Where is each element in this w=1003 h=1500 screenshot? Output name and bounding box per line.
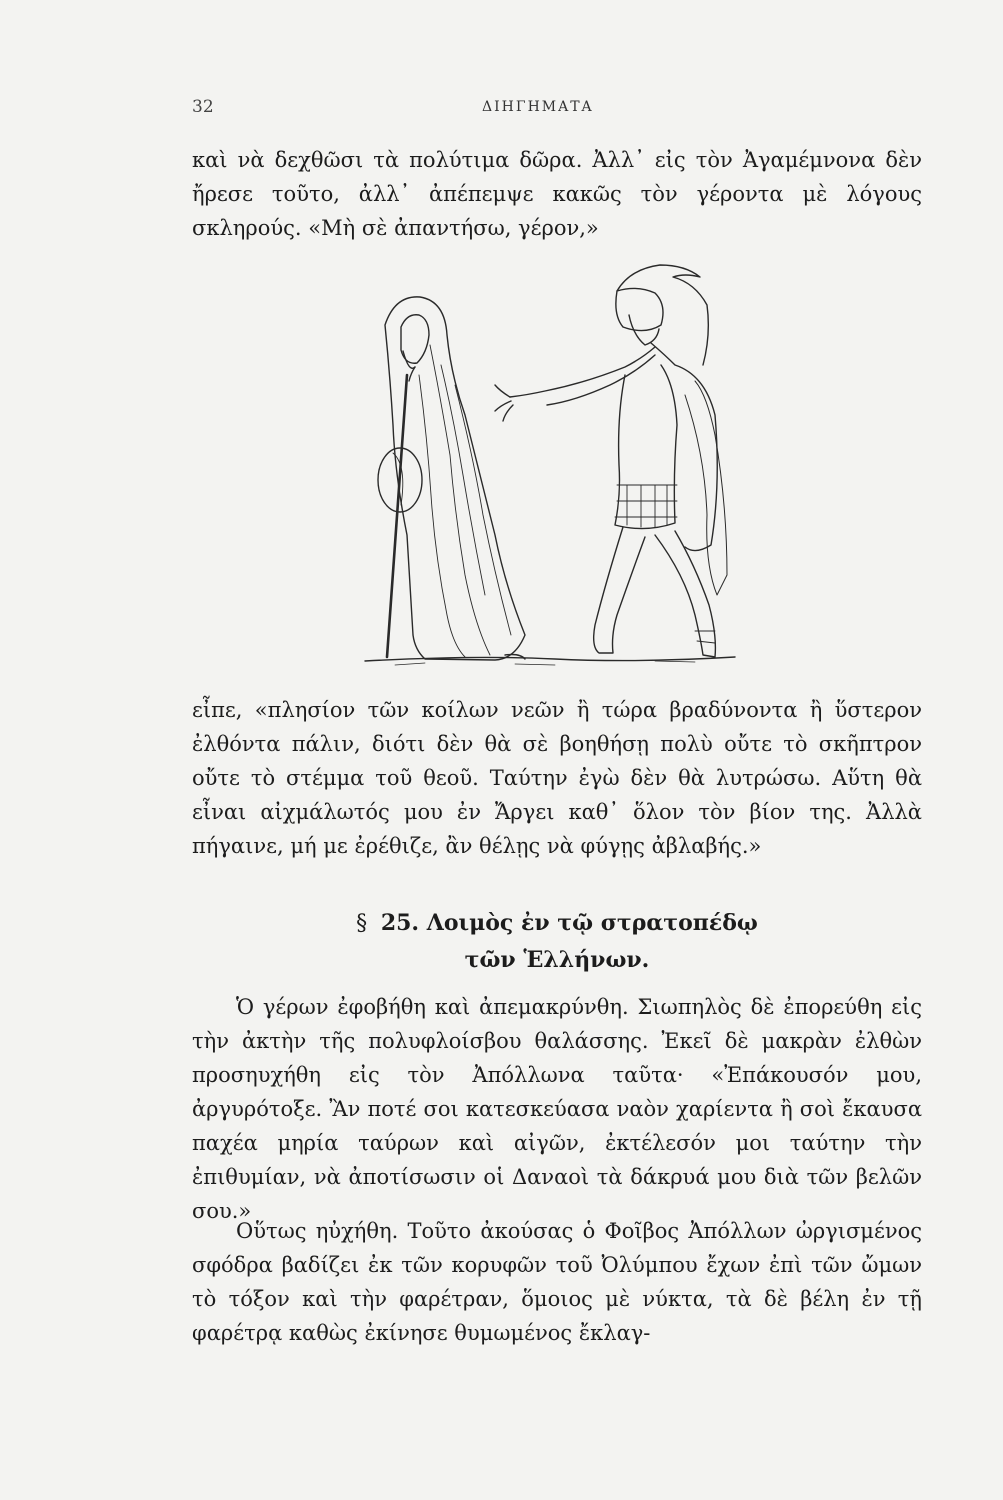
paragraph-1-text: καὶ νὰ δεχθῶσι τὰ πολύτιμα δῶρα. Ἀλλ᾽ εἰς τὸν Ἀγαμέμνονα δὲν ἤρεσε τοῦτο, ἀλλ᾽ ἀπέπεμψε κακῶς τὸν γέροντα μὲ λόγους σκληρούς. «Μὴ σὲ ἀπαντήσω, γέρον,» <box>192 148 922 240</box>
section-title-line-2: τῶν Ἑλλήνων. <box>464 947 650 973</box>
old-priest-figure <box>378 297 525 660</box>
section-title-line-1: Λοιμὸς ἐν τῷ στρατοπέδῳ <box>426 910 758 936</box>
paragraph-2-text: εἶπε, «πλησίον τῶν κοίλων νεῶν ἢ τώρα βραδύνοντα ἢ ὕστερον ἐλθόντα πάλιν, διότι δὲν θὰ σὲ βοηθήσῃ πολὺ οὔτε τὸ σκῆπτρον οὔτε τὸ στέμμα τοῦ θεοῦ. Ταύτην ἐγὼ δὲν θὰ λυτρώσω. Αὕτη θὰ εἶναι αἰχμάλωτός μου ἐν Ἄργει καθ᾽ ὅλον τὸν βίον της. Ἀλλὰ πήγαινε, μή με ἐρέθιζε, ἂν θέλῃς νὰ φύγῃς ἀβλαβής.» <box>192 698 922 858</box>
page-header <box>192 97 922 121</box>
paragraph-4-text: Οὕτως ηὐχήθη. Τοῦτο ἀκούσας ὁ Φοῖβος Ἀπόλλων ὠργισμένος σφόδρα βαδίζει ἐκ τῶν κορυφῶν τοῦ Ὀλύμπου ἔχων ἐπὶ τῶν ὤμων τὸ τόξον καὶ τὴν φαρέτραν, ὅμοιος μὲ νύκτα, τὰ δὲ βέλη ἐν τῇ φαρέτρᾳ καθὼς ἐκίνησε θυμωμένος ἔκλαγ- <box>192 1219 922 1345</box>
paragraph-3-text: Ὁ γέρων ἐφοβήθη καὶ ἀπεμακρύνθη. Σιωπηλὸς δὲ ἐπορεύθη εἰς τὴν ἀκτὴν τῆς πολυφλοίσβου θαλάσσης. Ἐκεῖ δὲ μακρὰν ἐλθὼν προσηυχήθη εἰς τὸν Ἀπόλλωνα ταῦτα· «Ἐπάκουσόν μου, ἀργυρότοξε. Ἂν ποτέ σοι κατεσκεύασα ναὸν χαρίεντα ἢ σοὶ ἔκαυσα παχέα μηρία ταύρων καὶ αἰγῶν, ἐκτέλεσόν μοι ταύτην τὴν ἐπιθυμίαν, νὰ ἀποτίσωσιν οἱ Δαναοὶ τὰ δάκρυά μου διὰ τῶν βελῶν σου.» <box>192 995 922 1223</box>
agamemnon-figure <box>495 265 727 657</box>
paragraph-4 <box>192 1214 922 1350</box>
ground-line <box>365 657 735 665</box>
paragraph-3 <box>192 990 922 1228</box>
running-title: ΔΙΗΓΗΜΑΤΑ <box>482 99 594 115</box>
section-number: 25. <box>380 910 420 936</box>
section-heading <box>192 905 922 978</box>
section-heading-line-1 <box>192 905 922 942</box>
illustration-agamemnon-chryses <box>355 255 775 685</box>
paragraph-2 <box>192 693 922 863</box>
paragraph-1 <box>192 143 922 245</box>
section-mark: § <box>356 911 368 936</box>
page-number: 32 <box>192 97 214 117</box>
